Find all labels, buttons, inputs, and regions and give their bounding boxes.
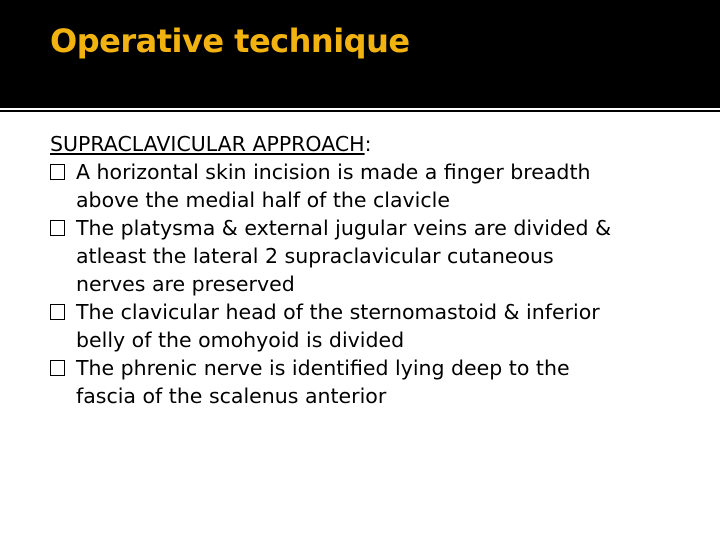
bullet-line: The phrenic nerve is identified lying deep to the — [76, 356, 570, 380]
bullet-line: The clavicular head of the sternomastoid & inferior — [76, 300, 600, 324]
bullet-item — [50, 158, 690, 214]
bullet-list — [50, 158, 690, 410]
title-divider — [0, 110, 720, 112]
bullet-item — [50, 298, 690, 354]
section-heading — [50, 130, 690, 158]
square-bullet-icon — [50, 164, 65, 180]
slide-title: Operative technique — [50, 22, 410, 60]
section-heading-colon: : — [364, 132, 372, 156]
bullet-item — [50, 354, 690, 410]
bullet-item — [50, 214, 690, 298]
bullet-line: belly of the omohyoid is divided — [76, 328, 405, 352]
bullet-line: A horizontal skin incision is made a finger breadth — [76, 160, 591, 184]
square-bullet-icon — [50, 304, 65, 320]
bullet-line: The platysma & external jugular veins are divided & — [76, 216, 612, 240]
title-bar — [0, 0, 720, 108]
section-heading-text: SUPRACLAVICULAR APPROACH — [50, 132, 365, 156]
square-bullet-icon — [50, 220, 65, 236]
bullet-line: nerves are preserved — [76, 272, 295, 296]
bullet-line: above the medial half of the clavicle — [76, 188, 450, 212]
bullet-line: fascia of the scalenus anterior — [76, 384, 387, 408]
square-bullet-icon — [50, 360, 65, 376]
bullet-line: atleast the lateral 2 supraclavicular cutaneous — [76, 244, 554, 268]
slide-body — [50, 130, 690, 410]
